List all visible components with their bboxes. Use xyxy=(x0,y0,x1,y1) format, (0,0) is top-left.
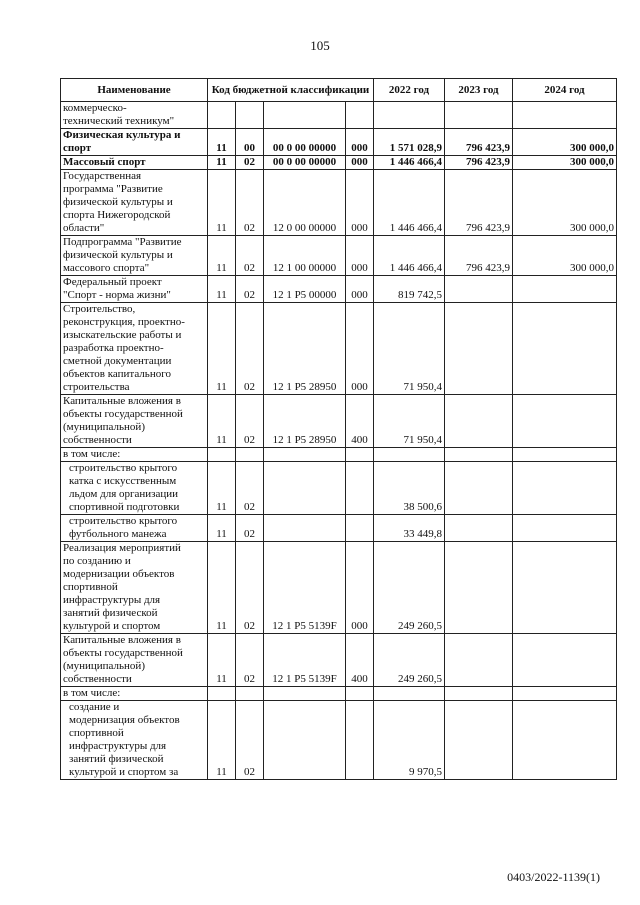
cell-y2024 xyxy=(513,303,617,395)
cell-name: Капитальные вложения в объекты государственной (муниципальной) собственности xyxy=(61,395,208,448)
cell-y2023: 796 423,9 xyxy=(445,156,513,170)
cell-y2022: 38 500,6 xyxy=(374,462,445,515)
cell-pr: 02 xyxy=(236,395,264,448)
cell-y2023: 796 423,9 xyxy=(445,170,513,236)
cell-csr: 12 1 P5 00000 xyxy=(264,276,346,303)
cell-y2023 xyxy=(445,448,513,462)
cell-vr xyxy=(346,102,374,129)
cell-name: создание и модернизация объектов спортивной инфраструктуры для занятий физической культурой и спортом за xyxy=(61,701,208,780)
cell-y2022 xyxy=(374,102,445,129)
cell-vr: 000 xyxy=(346,542,374,634)
cell-pr: 02 xyxy=(236,170,264,236)
cell-vr: 000 xyxy=(346,170,374,236)
cell-y2022: 1 571 028,9 xyxy=(374,129,445,156)
cell-csr: 12 1 P5 5139F xyxy=(264,634,346,687)
cell-y2023: 796 423,9 xyxy=(445,129,513,156)
cell-pr: 02 xyxy=(236,701,264,780)
cell-name: в том числе: xyxy=(61,448,208,462)
cell-y2023 xyxy=(445,102,513,129)
cell-vr: 000 xyxy=(346,303,374,395)
cell-y2023 xyxy=(445,303,513,395)
cell-rz: 11 xyxy=(208,156,236,170)
cell-y2022: 249 260,5 xyxy=(374,542,445,634)
table-row xyxy=(61,170,617,236)
cell-rz xyxy=(208,687,236,701)
cell-vr xyxy=(346,515,374,542)
header-2024: 2024 год xyxy=(513,79,617,102)
cell-rz: 11 xyxy=(208,462,236,515)
table-row xyxy=(61,448,617,462)
cell-vr: 000 xyxy=(346,129,374,156)
table-row xyxy=(61,515,617,542)
table-row xyxy=(61,102,617,129)
cell-y2022: 819 742,5 xyxy=(374,276,445,303)
cell-y2024 xyxy=(513,102,617,129)
cell-pr: 02 xyxy=(236,236,264,276)
cell-pr xyxy=(236,448,264,462)
cell-pr: 02 xyxy=(236,156,264,170)
cell-csr: 12 1 P5 5139F xyxy=(264,542,346,634)
header-name: Наименование xyxy=(61,79,208,102)
cell-vr: 000 xyxy=(346,236,374,276)
page-number: 105 xyxy=(310,38,330,53)
cell-rz: 11 xyxy=(208,276,236,303)
cell-pr: 02 xyxy=(236,276,264,303)
cell-y2024 xyxy=(513,462,617,515)
cell-y2024: 300 000,0 xyxy=(513,156,617,170)
cell-csr xyxy=(264,102,346,129)
cell-vr: 400 xyxy=(346,634,374,687)
cell-rz xyxy=(208,102,236,129)
cell-name: Строительство, реконструкция, проектно- изыскательские работы и разработка проектно- сметной документации объектов капитального строительства xyxy=(61,303,208,395)
header-code: Код бюджетной классификации xyxy=(208,79,374,102)
cell-y2023 xyxy=(445,462,513,515)
cell-name: в том числе: xyxy=(61,687,208,701)
cell-y2023 xyxy=(445,542,513,634)
cell-name: Реализация мероприятий по созданию и модернизации объектов спортивной инфраструктуры для занятий физической культурой и спортом xyxy=(61,542,208,634)
cell-y2022 xyxy=(374,687,445,701)
cell-y2022: 1 446 466,4 xyxy=(374,170,445,236)
table-row xyxy=(61,156,617,170)
header-2022: 2022 год xyxy=(374,79,445,102)
cell-csr xyxy=(264,687,346,701)
cell-y2024 xyxy=(513,542,617,634)
cell-y2023 xyxy=(445,515,513,542)
table-header-row xyxy=(61,79,617,102)
cell-pr: 00 xyxy=(236,129,264,156)
cell-name: Подпрограмма "Развитие физической культуры и массового спорта" xyxy=(61,236,208,276)
table-row xyxy=(61,701,617,780)
cell-pr: 02 xyxy=(236,634,264,687)
cell-y2023 xyxy=(445,687,513,701)
cell-name: Капитальные вложения в объекты государственной (муниципальной) собственности xyxy=(61,634,208,687)
cell-y2024: 300 000,0 xyxy=(513,170,617,236)
table-row xyxy=(61,687,617,701)
budget-table xyxy=(60,78,617,780)
cell-y2023 xyxy=(445,701,513,780)
cell-y2024 xyxy=(513,276,617,303)
cell-name: Массовый спорт xyxy=(61,156,208,170)
table-row xyxy=(61,395,617,448)
cell-y2024 xyxy=(513,687,617,701)
cell-csr: 12 1 00 00000 xyxy=(264,236,346,276)
table-row xyxy=(61,634,617,687)
cell-rz: 11 xyxy=(208,542,236,634)
table-body xyxy=(61,102,617,780)
table-row xyxy=(61,303,617,395)
cell-vr: 000 xyxy=(346,156,374,170)
cell-csr xyxy=(264,448,346,462)
cell-name: Федеральный проект "Спорт - норма жизни" xyxy=(61,276,208,303)
cell-csr: 00 0 00 00000 xyxy=(264,156,346,170)
cell-y2024 xyxy=(513,701,617,780)
document-code: 0403/2022-1139(1) xyxy=(507,870,600,884)
cell-pr: 02 xyxy=(236,515,264,542)
cell-y2024 xyxy=(513,515,617,542)
cell-csr xyxy=(264,701,346,780)
cell-y2022: 71 950,4 xyxy=(374,303,445,395)
cell-rz: 11 xyxy=(208,303,236,395)
cell-y2022 xyxy=(374,448,445,462)
cell-y2022: 71 950,4 xyxy=(374,395,445,448)
cell-rz xyxy=(208,448,236,462)
cell-y2023 xyxy=(445,634,513,687)
cell-csr: 12 1 P5 28950 xyxy=(264,395,346,448)
table-row xyxy=(61,236,617,276)
cell-rz: 11 xyxy=(208,170,236,236)
cell-name: Государственная программа "Развитие физической культуры и спорта Нижегородской области" xyxy=(61,170,208,236)
cell-rz: 11 xyxy=(208,701,236,780)
table-row xyxy=(61,462,617,515)
cell-pr: 02 xyxy=(236,542,264,634)
cell-vr xyxy=(346,687,374,701)
cell-y2022: 1 446 466,4 xyxy=(374,236,445,276)
cell-rz: 11 xyxy=(208,129,236,156)
cell-name: коммерческо- технический техникум" xyxy=(61,102,208,129)
cell-y2022: 1 446 466,4 xyxy=(374,156,445,170)
cell-y2022: 9 970,5 xyxy=(374,701,445,780)
cell-rz: 11 xyxy=(208,395,236,448)
table-row xyxy=(61,542,617,634)
cell-y2023 xyxy=(445,276,513,303)
cell-vr xyxy=(346,462,374,515)
cell-pr xyxy=(236,687,264,701)
cell-y2022: 33 449,8 xyxy=(374,515,445,542)
cell-name: строительство крытого катка с искусственным льдом для организации спортивной подготовки xyxy=(61,462,208,515)
cell-y2024 xyxy=(513,448,617,462)
cell-csr xyxy=(264,515,346,542)
cell-csr: 12 1 P5 28950 xyxy=(264,303,346,395)
cell-rz: 11 xyxy=(208,515,236,542)
cell-rz: 11 xyxy=(208,236,236,276)
cell-vr: 000 xyxy=(346,276,374,303)
cell-pr: 02 xyxy=(236,303,264,395)
cell-pr xyxy=(236,102,264,129)
cell-y2024: 300 000,0 xyxy=(513,129,617,156)
cell-y2022: 249 260,5 xyxy=(374,634,445,687)
header-2023: 2023 год xyxy=(445,79,513,102)
cell-name: Физическая культура и спорт xyxy=(61,129,208,156)
cell-rz: 11 xyxy=(208,634,236,687)
cell-y2024 xyxy=(513,634,617,687)
cell-y2023: 796 423,9 xyxy=(445,236,513,276)
table-row xyxy=(61,129,617,156)
cell-pr: 02 xyxy=(236,462,264,515)
cell-csr: 12 0 00 00000 xyxy=(264,170,346,236)
cell-vr xyxy=(346,448,374,462)
cell-name: строительство крытого футбольного манежа xyxy=(61,515,208,542)
cell-y2024: 300 000,0 xyxy=(513,236,617,276)
cell-csr: 00 0 00 00000 xyxy=(264,129,346,156)
cell-y2023 xyxy=(445,395,513,448)
table-row xyxy=(61,276,617,303)
cell-vr: 400 xyxy=(346,395,374,448)
cell-y2024 xyxy=(513,395,617,448)
cell-vr xyxy=(346,701,374,780)
cell-csr xyxy=(264,462,346,515)
